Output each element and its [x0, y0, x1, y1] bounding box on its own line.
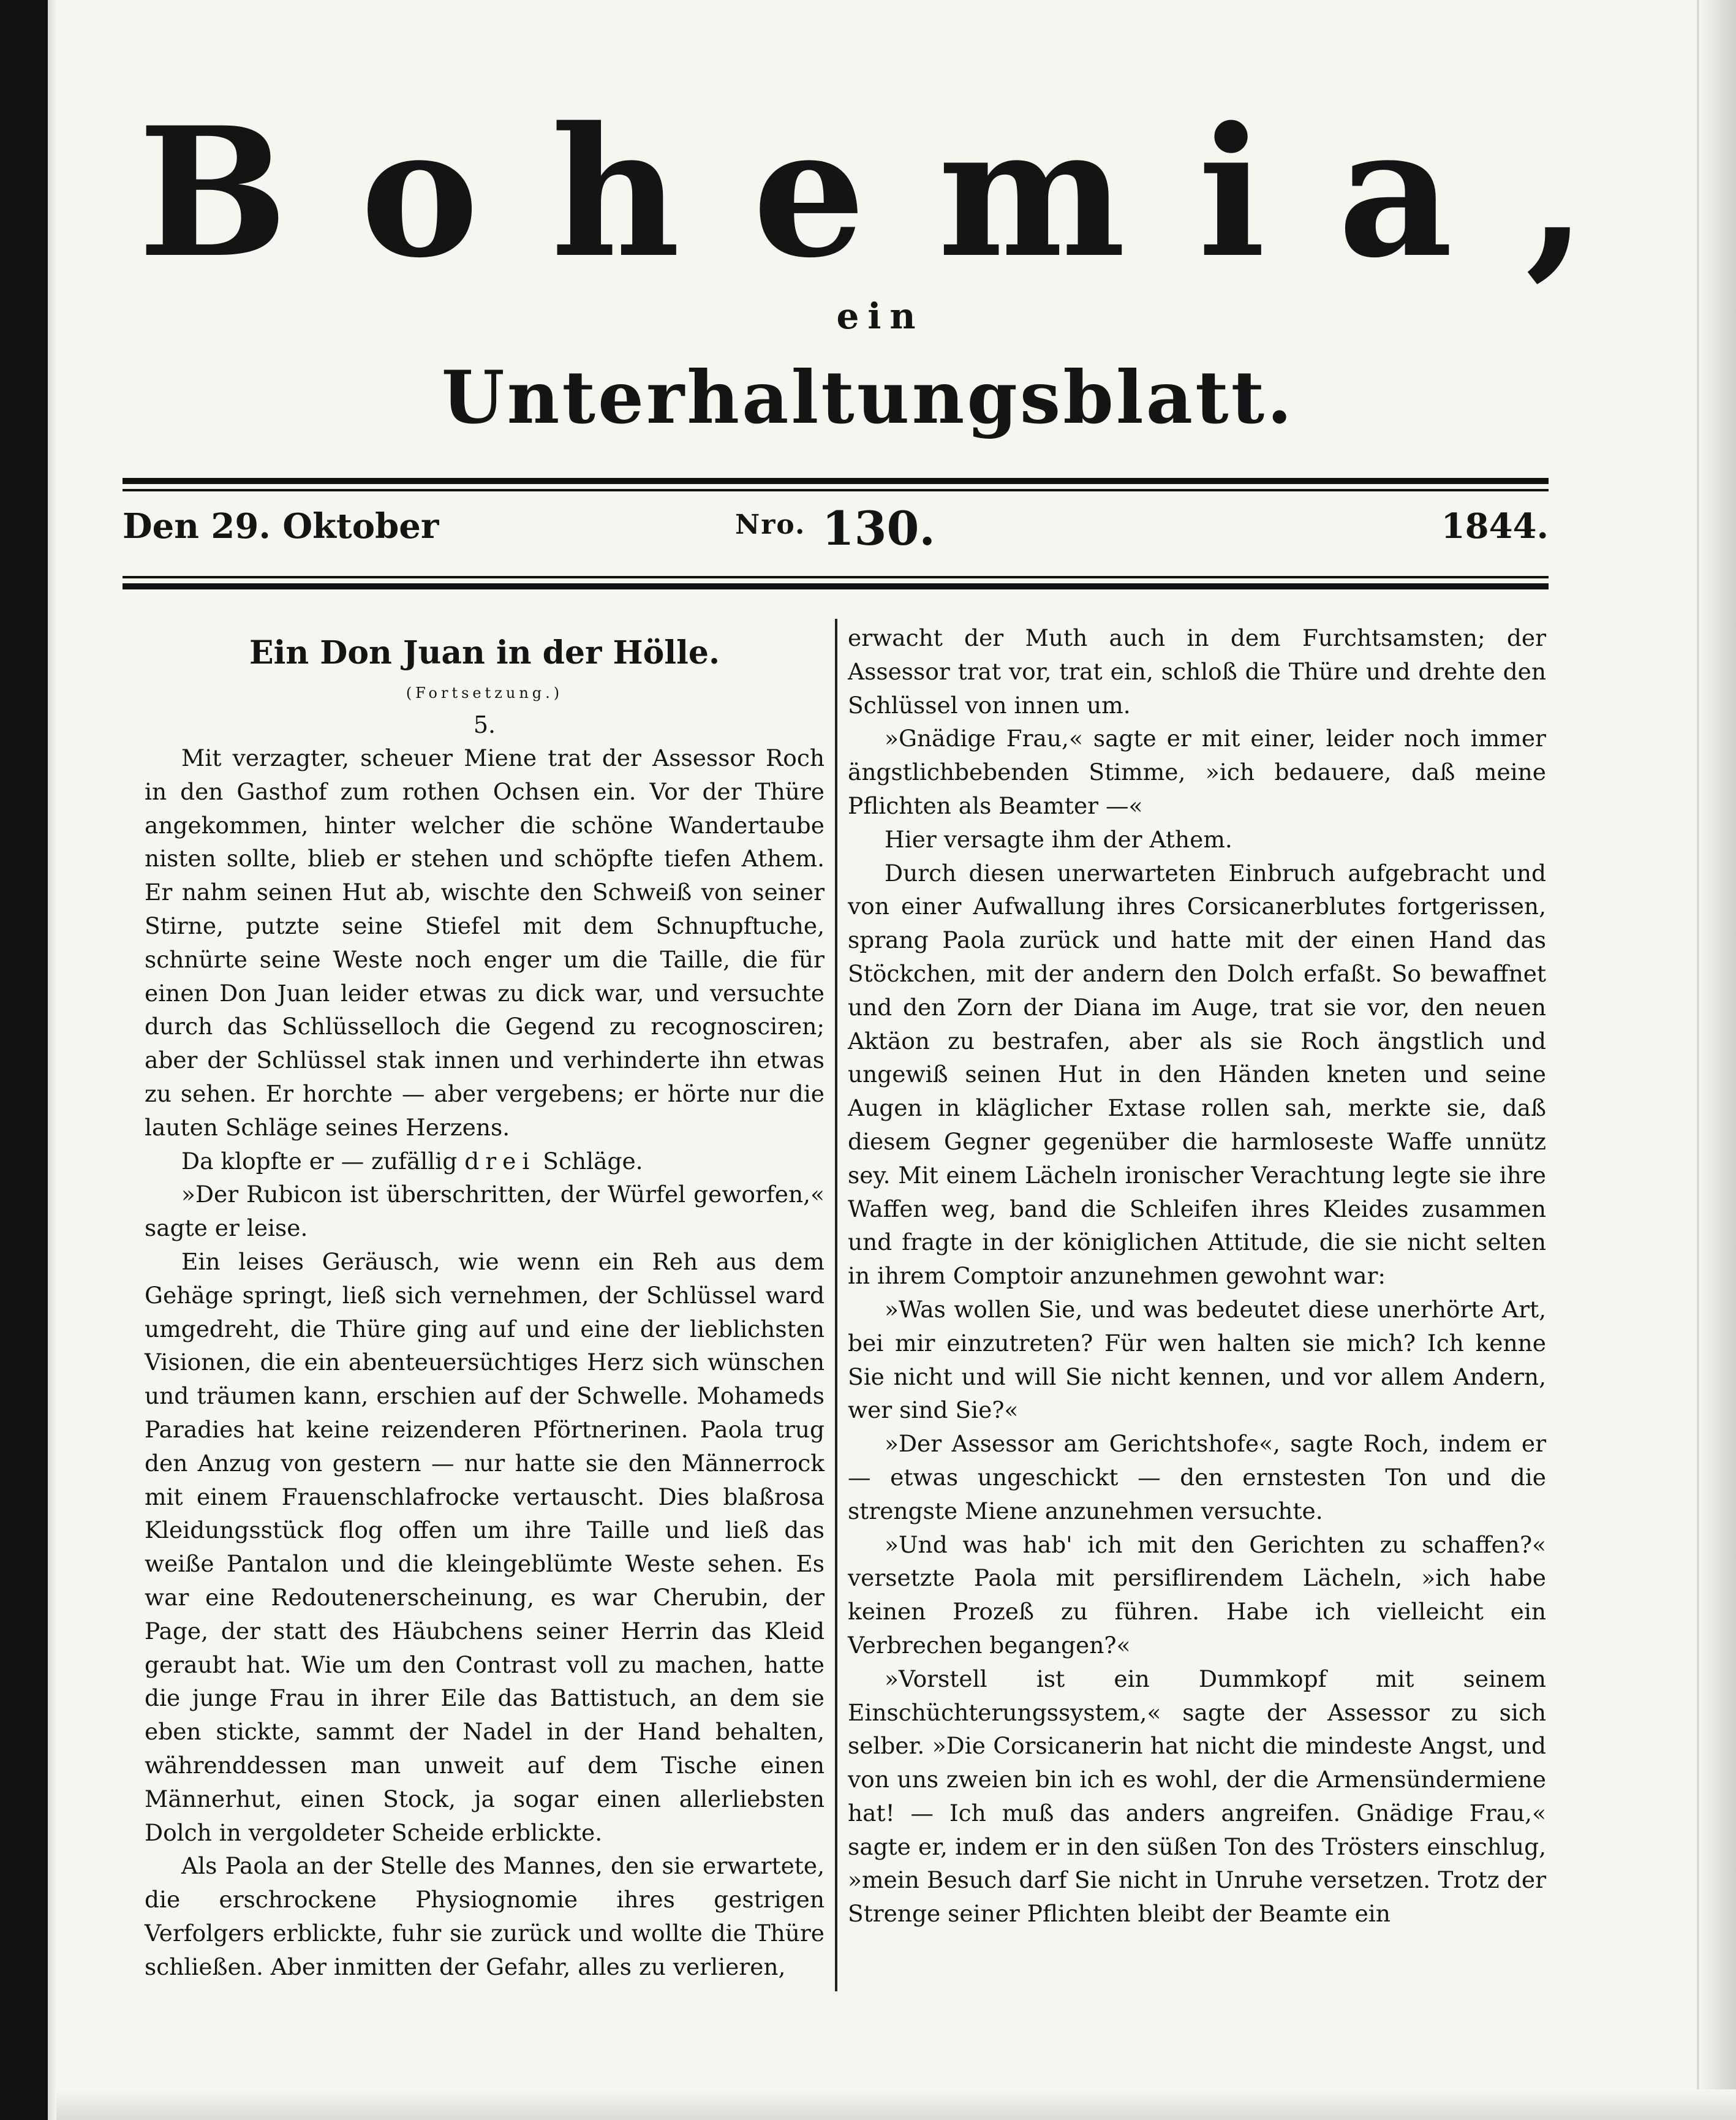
paragraph [145, 1145, 825, 1178]
page-edge-bottom [56, 2089, 1736, 2120]
paragraph: Ein leises Geräusch, wie wenn ein Reh aus dem Gehäge springt, ließ sich vernehmen, der Schlüssel ward umgedreht, die Thüre ging auf und eine der lieblichsten Visionen, die ein abenteuersüchtiges Herz sich wünschen und träumen kann, erschien auf der Schwelle. Mohameds Paradies hat keine reizenderen Pförtnerinen. Paola trug den Anzug von gestern — nur hatte sie den Männerrock mit einem Frauenschlafrocke vertauscht. Dies blaßrosa Kleidungsstück flog offen um ihre Taille und ließ das weiße Pantalon und die kleingeblümte Weste sehen. Es war eine Redoutenerscheinung, es war Cherubin, der Page, der statt des Häubchens seiner Herrin das Kleid geraubt hat. Wie um den Contrast voll zu machen, hatte die junge Frau in ihrer Eile das Battistuch, an dem sie eben stickte, sammt der Nadel in der Hand behalten, währenddessen man unweit auf dem Tische einen Männerhut, einen Stock, ja sogar einen allerliebsten Dolch in vergoldeter Scheide erblickte. [145, 1247, 825, 1846]
issue-number-prefix: Nro. [735, 509, 806, 540]
masthead-subtitle: Unterhaltungsblatt. [441, 355, 1295, 440]
masthead-title: Bohemia, [138, 89, 1659, 297]
masthead-ein: ein [836, 295, 924, 337]
paragraph: Hier versagte ihm der Athem. [885, 825, 1232, 853]
paragraph: »Vorstell ist ein Dummkopf mit seinem Einschüchterungssystem,« sagte der Assessor zu sich selber. »Die Corsicanerin hat nicht die mindeste Angst, und von uns zweien bin ich es wohl, der die Armensündermiene hat! — Ich muß das anders angreifen. Gnädige Frau,« sagte er, indem er in den süßen Ton des Trösters einschlug, »mein Besuch darf Sie nicht in Unruhe versetzen. Trotz der Strenge seiner Pflichten bleibt der Beamte ein [848, 1665, 1546, 1928]
issue-number [735, 501, 935, 556]
paragraph: Durch diesen unerwarteten Einbruch aufgebracht und von einer Aufwallung ihres Corsicanerblutes fortgerissen, sprang Paola zurück und hatte mit der einen Hand das Stöckchen, mit der andern den Dolch erfaßt. So bewaffnet und den Zorn der Diana im Auge, trat sie vor, den neuen Aktäon zu bestrafen, aber als sie Roch ängstlich und ungewiß seinen Hut in den Händen kneten und seine Augen in kläglicher Extase rollen sah, merkte sie, daß diesem Gegner gegenüber die harmloseste Waffe unnütz sey. Mit einem Lächeln ironischer Verachtung legte sie ihre Waffen weg, band die Schleifen ihres Kleides zusammen und fragte in der königlichen Attitude, die sie nicht selten in ihrem Comptoir anzunehmen gewohnt war: [848, 859, 1546, 1290]
article-title: Ein Don Juan in der Hölle. [249, 634, 720, 672]
article-continuation-note: (Fortsetzung.) [406, 684, 564, 702]
dateline-rule-thin [123, 576, 1549, 578]
section-number: 5. [473, 711, 496, 738]
paragraph: erwacht der Muth auch in dem Furchtsamsten; der Assessor trat vor, trat ein, schloß die Thüre und drehte den Schlüssel von innen um. [848, 624, 1546, 719]
paragraph: »Und was hab' ich mit den Gerichten zu schaffen?« versetzte Paola mit persiflirendem Lächeln, »ich habe keinen Prozeß zu führen. Habe ich vielleicht ein Verbrechen begangen?« [848, 1531, 1546, 1659]
paragraph: »Gnädige Frau,« sagte er mit einer, leider noch immer ängstlichbebenden Stimme, »ich bedauere, daß meine Pflichten als Beamter —« [848, 725, 1546, 819]
paragraph: »Der Assessor am Gerichtshofe«, sagte Roch, indem er — etwas ungeschickt — den ernstesten Ton und die strengste Miene anzunehmen versuchte. [848, 1430, 1546, 1524]
paragraph: »Was wollen Sie, und was bedeutet diese unerhörte Art, bei mir einzutreten? Für wen halten sie mich? Ich kenne Sie nicht und will Sie nicht kennen, und vor allem Andern, wer sind Sie?« [848, 1295, 1546, 1424]
paragraph: Mit verzagter, scheuer Miene trat der Assessor Roch in den Gasthof zum rothen Ochsen ein. Vor der Thüre angekommen, hinter welcher die schöne Wandertaube nisten sollte, blieb er stehen und schöpfte tiefen Athem. Er nahm seinen Hut ab, wischte den Schweiß von seiner Stirne, putzte seine Stiefel mit dem Schnupftuche, schnürte seine Weste noch enger um die Taille, die für einen Don Juan leider etwas zu dick war, und versuchte durch das Schlüsselloch die Gegend zu recognosciren; aber der Schlüssel stak innen und verhinderte ihn etwas zu sehen. Er horchte — aber vergebens; er hörte nur die lauten Schläge seines Herzens. [145, 744, 825, 1141]
emphasized-word: drei [464, 1147, 536, 1175]
masthead-rule-thick [123, 478, 1549, 484]
dateline-rule-thick [123, 583, 1549, 589]
paragraph: »Der Rubicon ist überschritten, der Würfel geworfen,« sagte er leise. [145, 1181, 825, 1242]
column-divider [835, 619, 837, 1991]
paragraph: Als Paola an der Stelle des Mannes, den sie erwartete, die erschrockene Physiognomie ihres gestrigen Verfolgers erblickte, fuhr sie zurück und wollte die Thüre schließen. Aber inmitten der Gefahr, alles zu verlieren, [145, 1852, 825, 1980]
paragraph-text: Da klopfte er — zufällig [181, 1147, 458, 1175]
issue-number-value: 130. [821, 501, 935, 556]
issue-date: Den 29. Oktober [123, 506, 439, 547]
issue-year: 1844. [1441, 506, 1549, 547]
masthead-rule-thin [123, 489, 1549, 491]
dateline [123, 501, 1549, 565]
column-left [145, 619, 825, 1983]
paragraph-text: Schläge. [543, 1147, 643, 1175]
column-right [848, 621, 1546, 1931]
